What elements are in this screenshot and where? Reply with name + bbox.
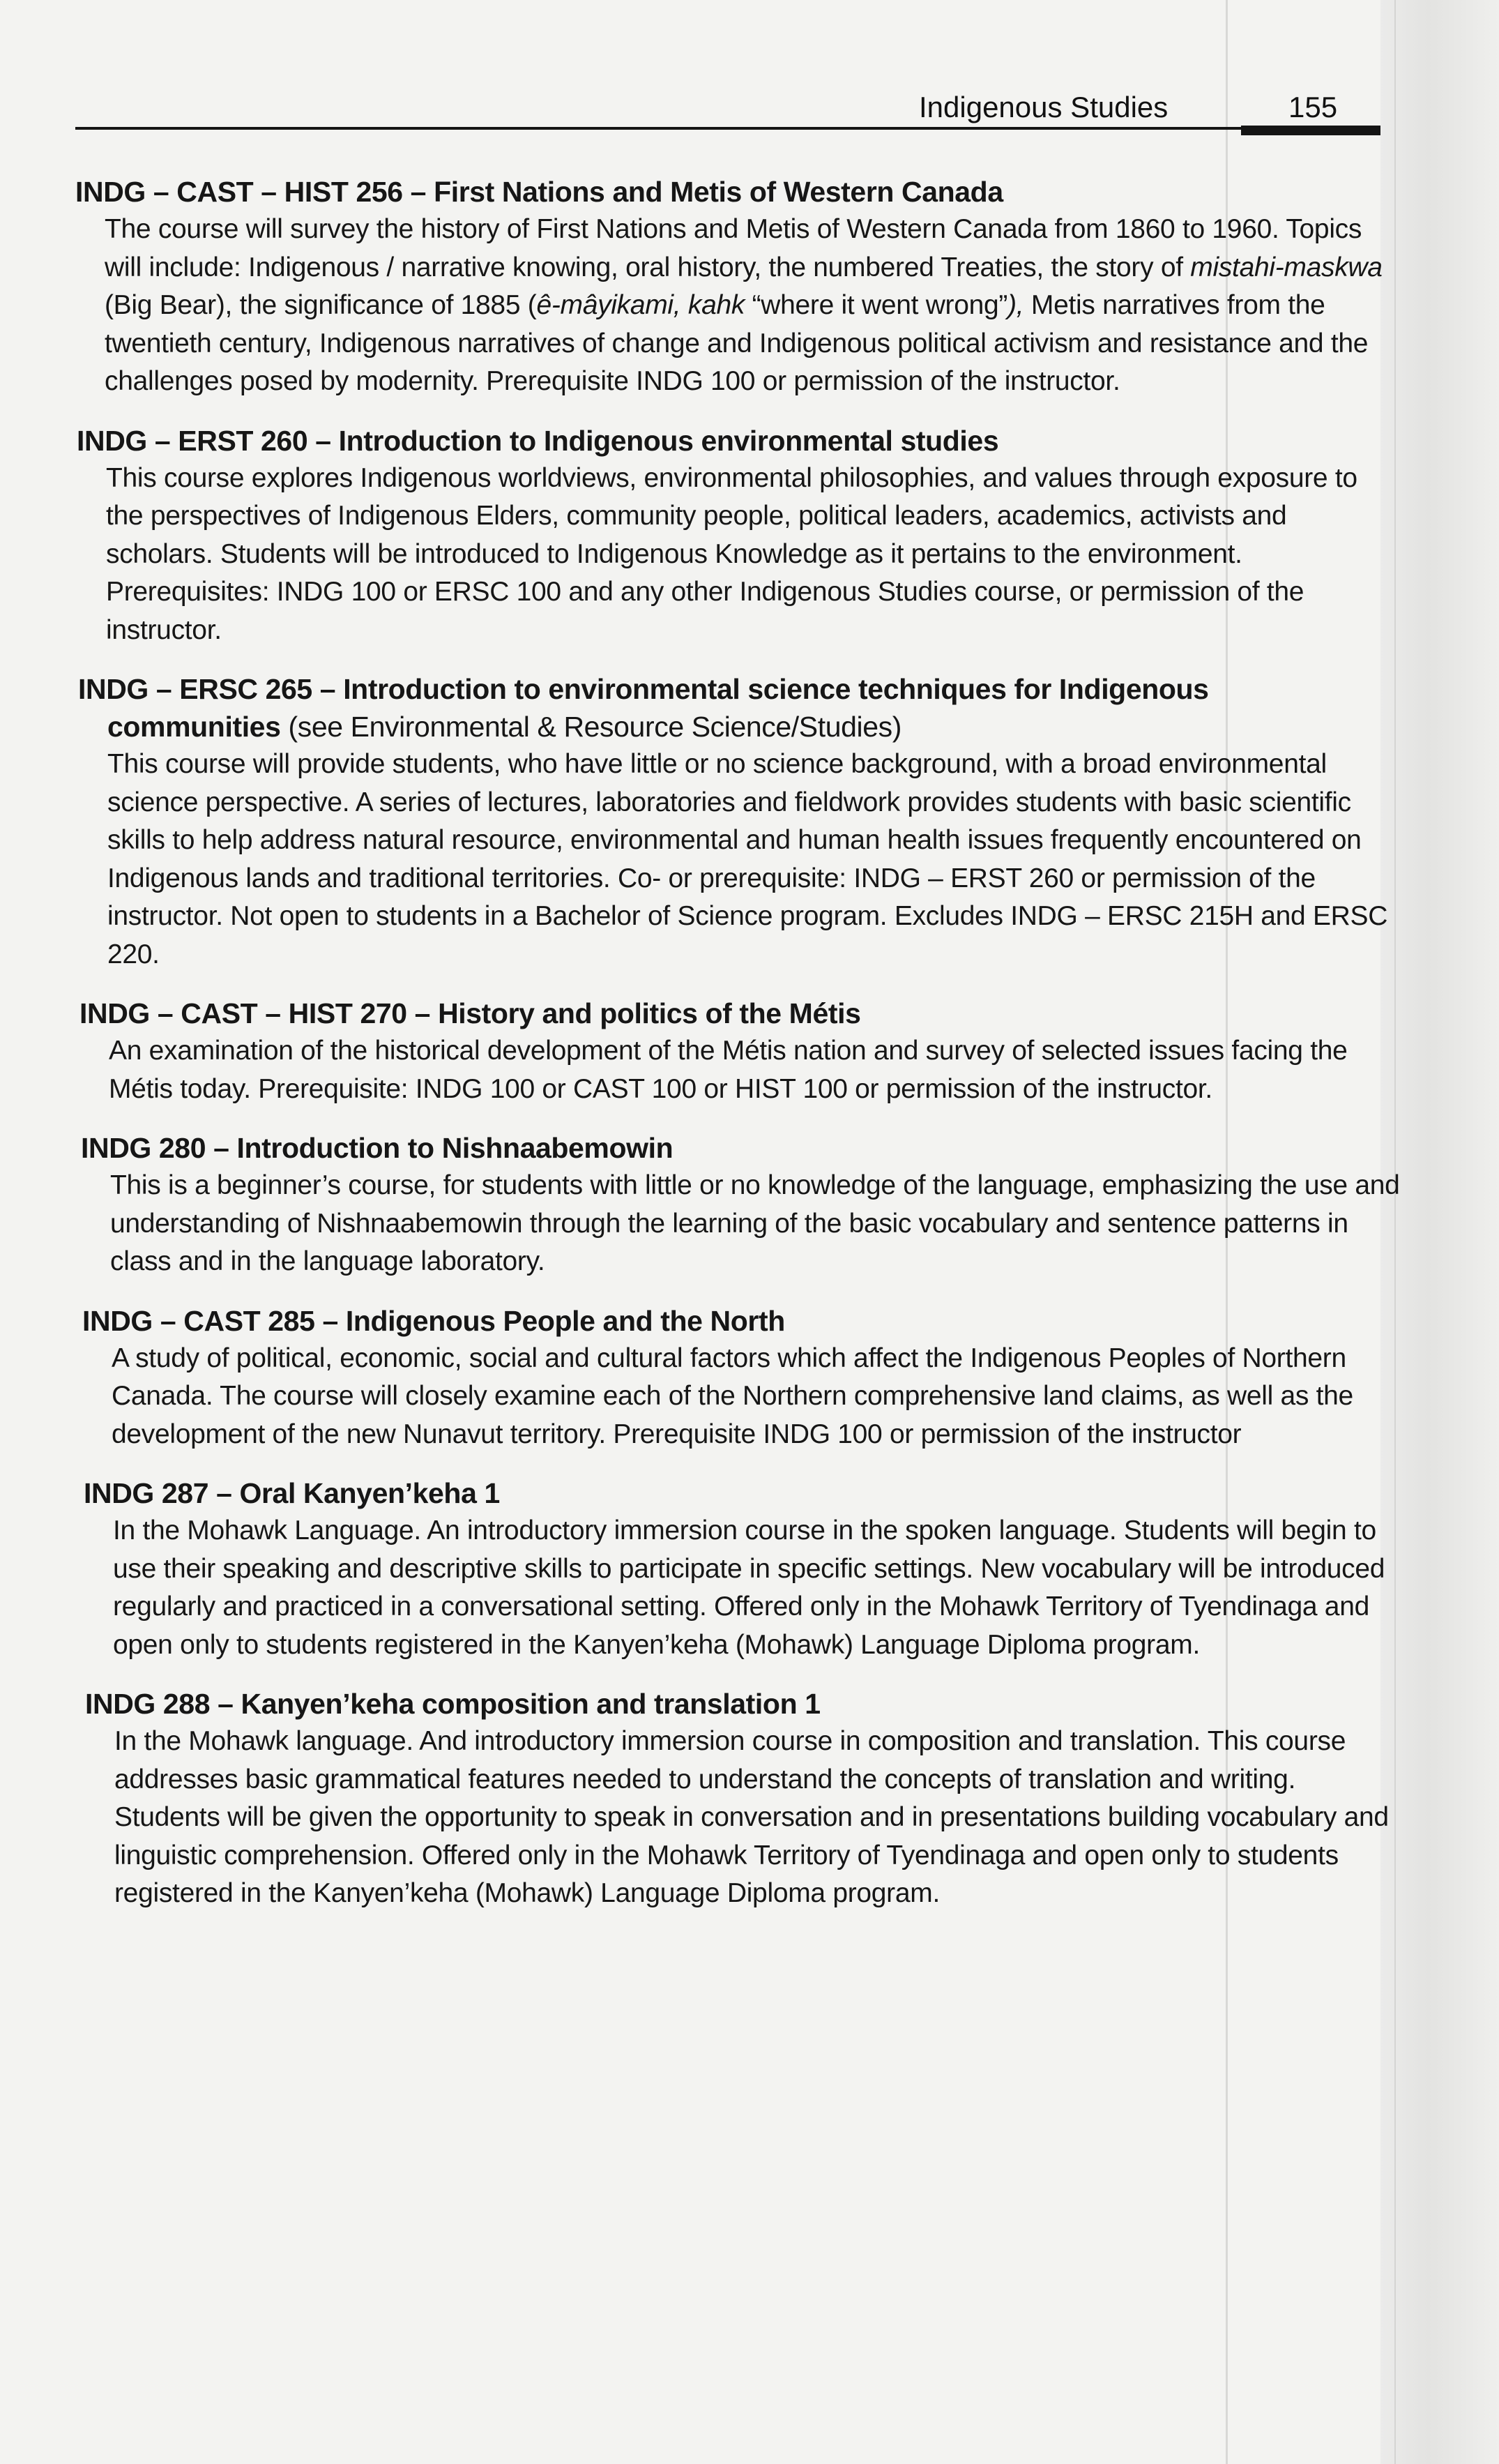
section-title: Indigenous Studies bbox=[919, 91, 1169, 123]
course-name: History and politics of the Métis bbox=[438, 997, 861, 1029]
course-title: INDG – CAST – HIST 270 – History and politics of the Métis bbox=[79, 997, 861, 1029]
course-name: Kanyen’keha composition and translation 1 bbox=[241, 1688, 821, 1720]
course-entry bbox=[79, 995, 1400, 1108]
course-code: INDG – CAST 285 bbox=[82, 1304, 315, 1337]
course-title: INDG – CAST 285 – Indigenous People and the North bbox=[82, 1304, 785, 1337]
course-entry bbox=[84, 1474, 1400, 1664]
course-code: INDG – ERSC 265 bbox=[78, 673, 312, 705]
course-description: In the Mohawk Language. An introductory immersion course in the spoken language. Students will begin to use their speaking and descriptive skills to participate in specific settings. New vocabulary will be introduced regularly and practiced in a conversational setting. Offered only in the Mohawk Territory of Tyendinaga and open only to students registered in the Kanyen’keha (Mohawk) Language Diploma program. bbox=[113, 1516, 1385, 1660]
course-name: Oral Kanyen’keha 1 bbox=[239, 1477, 500, 1509]
course-title: INDG 288 – Kanyen’keha composition and translation 1 bbox=[85, 1688, 821, 1720]
course-entry bbox=[78, 670, 1400, 974]
course-code: INDG – CAST – HIST 270 bbox=[79, 997, 407, 1029]
course-description: An examination of the historical development of the Métis nation and survey of selected issues facing the Métis today. Prerequisite: INDG 100 or CAST 100 or HIST 100 or permission of the instructor. bbox=[109, 1036, 1348, 1104]
course-code: INDG – ERST 260 bbox=[77, 424, 308, 457]
course-title: INDG 280 – Introduction to Nishnaabemowin bbox=[81, 1132, 674, 1164]
course-description: A study of political, economic, social and cultural factors which affect the Indigenous Peoples of Northern Canada. The course will closely examine each of the Northern comprehensive land claims, as well as the development of the new Nunavut territory. Prerequisite INDG 100 or permission of the instructor bbox=[112, 1343, 1353, 1449]
course-code: INDG 280 bbox=[81, 1132, 206, 1164]
running-header bbox=[75, 82, 1380, 138]
course-entry bbox=[82, 1302, 1400, 1454]
course-entry bbox=[77, 422, 1400, 650]
course-description: This course explores Indigenous worldviews, environmental philosophies, and values through exposure to the perspectives of Indigenous Elders, community people, political leaders, academics, activists and scholars. Students will be introduced to Indigenous Knowledge as it pertains to the environment. Prerequisites: INDG 100 or ERSC 100 and any other Indigenous Studies course, or permission of the instructor. bbox=[106, 462, 1357, 645]
course-code: INDG 288 bbox=[85, 1688, 211, 1720]
course-code: INDG 287 bbox=[84, 1477, 209, 1509]
course-name: First Nations and Metis of Western Canada bbox=[434, 176, 1003, 208]
course-code: INDG – CAST – HIST 256 bbox=[75, 176, 403, 208]
course-title: INDG – CAST – HIST 256 – First Nations and Metis of Western Canada bbox=[75, 176, 1003, 208]
course-name: Introduction to Indigenous environmental studies bbox=[338, 424, 999, 457]
page-number: 155 bbox=[1288, 91, 1338, 123]
header-rule-tab bbox=[1241, 126, 1380, 135]
course-name: Indigenous People and the North bbox=[345, 1304, 785, 1337]
header-rule bbox=[75, 127, 1380, 130]
course-title: INDG – ERSC 265 – Introduction to environmental science techniques for Indigenous communities (see Environmental & Resource Science/Studies) bbox=[78, 673, 1209, 743]
course-entry bbox=[85, 1685, 1400, 1913]
course-listing bbox=[75, 173, 1400, 1934]
course-description: This is a beginner’s course, for students with little or no knowledge of the language, emphasizing the use and understanding of Nishnaabemowin through the learning of the basic vocabulary and sentence patterns in class and in the language laboratory. bbox=[110, 1170, 1400, 1276]
course-entry bbox=[75, 173, 1400, 401]
cross-reference: (see Environmental & Resource Science/Studies) bbox=[280, 711, 901, 743]
course-description: This course will provide students, who have little or no science background, with a broad environmental science perspective. A series of lectures, laboratories and fieldwork provides students with basic scientific skills to help address natural resource, environmental and human health issues frequently encountered on Indigenous lands and traditional territories. Co- or prerequisite: INDG – ERST 260 or permission of the instructor. Not open to students in a Bachelor of Science program. Excludes INDG – ERSC 215H and ERSC 220. bbox=[107, 749, 1388, 969]
course-name: Introduction to Nishnaabemowin bbox=[236, 1132, 674, 1164]
course-entry bbox=[81, 1129, 1400, 1281]
course-title: INDG – ERST 260 – Introduction to Indigenous environmental studies bbox=[77, 424, 999, 457]
course-title: INDG 287 – Oral Kanyen’keha 1 bbox=[84, 1477, 500, 1509]
course-description: The course will survey the history of First Nations and Metis of Western Canada from 1860 to 1960. Topics will include: Indigenous / narrative knowing, oral history, the numbered Treaties, the story of mistahi-maskwa (Big Bear), the significance of 1885 (ê-mâyikami, kahk “where it went wrong”), Metis narratives from the twentieth century, Indigenous narratives of change and Indigenous political activism and resistance and the challenges posed by modernity. Prerequisite INDG 100 or permission of the instructor. bbox=[105, 214, 1383, 396]
course-name: Introduction to environmental science techniques for Indigenous communities bbox=[107, 673, 1209, 743]
course-description: In the Mohawk language. And introductory immersion course in composition and translation. This course addresses basic grammatical features needed to understand the concepts of translation and writing. Students will be given the opportunity to speak in conversation and in presentations building vocabulary and linguistic comprehension. Offered only in the Mohawk Territory of Tyendinaga and open only to students registered in the Kanyen’keha (Mohawk) Language Diploma program. bbox=[114, 1726, 1389, 1908]
